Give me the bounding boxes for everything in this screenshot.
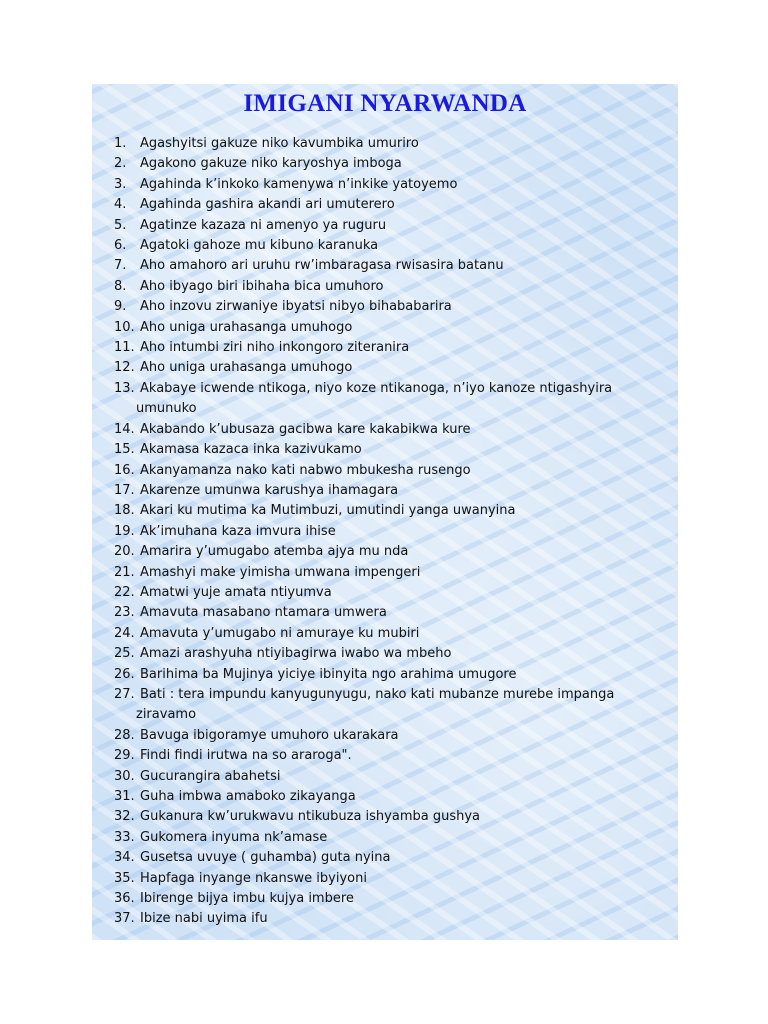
proverb-item <box>114 563 670 583</box>
proverb-text-continuation: umunuko <box>136 401 197 417</box>
proverb-text: Findi findi irutwa na so araroga". <box>140 748 352 764</box>
proverb-text: Ibize nabi uyima ifu <box>140 911 268 927</box>
proverb-number: 21. <box>114 564 135 580</box>
proverb-text: Bavuga ibigoramye umuhoro ukarakara <box>140 727 399 743</box>
proverb-item <box>114 685 670 726</box>
proverb-number: 3. <box>114 176 127 192</box>
proverb-number: 15. <box>114 442 135 458</box>
proverb-number: 7. <box>114 258 127 274</box>
proverb-text: Amazi arashyuha ntiyibagirwa iwabo wa mbeho <box>140 646 452 662</box>
proverb-item <box>114 379 670 420</box>
proverb-text: Agahinda k’inkoko kamenywa n’inkike yatoyemo <box>140 176 458 192</box>
proverb-text: Hapfaga inyange nkanswe ibyiyoni <box>140 870 367 886</box>
proverb-number: 10. <box>114 319 135 335</box>
proverb-text-wrap <box>140 848 670 868</box>
proverb-number: 20. <box>114 544 135 560</box>
proverb-text: Akamasa kazaca inka kazivukamo <box>140 442 362 458</box>
proverb-text: Ibirenge bijya imbu kujya imbere <box>140 891 354 907</box>
proverb-text: Ak’imuhana kaza imvura ihise <box>140 523 336 539</box>
proverb-item <box>114 848 670 868</box>
proverb-number: 19. <box>114 523 135 539</box>
proverb-text-wrap <box>140 318 670 338</box>
proverb-item <box>114 522 670 542</box>
proverb-number: 13. <box>114 380 135 396</box>
proverb-text-wrap <box>140 256 670 276</box>
proverb-text: Agashyitsi gakuze niko kavumbika umuriro <box>140 136 419 151</box>
proverb-text-wrap <box>140 889 670 909</box>
proverb-item <box>114 746 670 766</box>
proverb-item <box>114 358 670 378</box>
proverb-text: Akabaye icwende ntikoga, niyo koze ntikanoga, n’iyo kanoze ntigashyira <box>140 380 613 396</box>
proverb-text: Aho intumbi ziri niho inkongoro ziteranira <box>140 340 410 356</box>
proverb-item <box>114 175 670 195</box>
proverb-text: Amatwi yuje amata ntiyumva <box>140 584 332 600</box>
proverb-text: Guha imbwa amaboko zikayanga <box>140 789 356 804</box>
proverb-text: Agatoki gahoze mu kibuno karanuka <box>140 238 379 254</box>
proverb-item <box>114 624 670 644</box>
proverb-number: 6. <box>114 238 127 254</box>
proverb-item <box>114 767 670 787</box>
proverb-text: Gusetsa uvuye ( guhamba) guta nyina <box>140 850 391 866</box>
proverb-item <box>114 256 670 276</box>
proverb-item <box>114 481 670 501</box>
proverb-text: Aho ibyago biri ibihaha bica umuhoro <box>140 278 384 294</box>
proverb-number: 35. <box>114 870 135 886</box>
proverb-number: 32. <box>114 809 135 825</box>
proverb-text-wrap <box>140 787 670 807</box>
proverb-text-wrap <box>140 767 670 787</box>
proverb-item <box>114 644 670 664</box>
proverb-text-wrap <box>140 420 670 440</box>
proverb-text-wrap <box>140 726 670 746</box>
proverb-number: 26. <box>114 666 135 682</box>
proverb-text: Agahinda gashira akandi ari umuterero <box>140 197 395 213</box>
proverb-text-wrap <box>140 236 670 256</box>
proverb-item <box>114 603 670 623</box>
proverb-item <box>114 216 670 236</box>
proverb-item <box>114 338 670 358</box>
proverb-item <box>114 195 670 215</box>
proverb-text-wrap <box>140 603 670 623</box>
proverb-number: 24. <box>114 625 135 641</box>
proverb-text-wrap <box>140 583 670 603</box>
proverb-text-wrap <box>140 154 670 174</box>
proverb-item <box>114 665 670 685</box>
proverb-text: Amavuta masabano ntamara umwera <box>140 605 387 621</box>
proverb-number: 11. <box>114 340 135 356</box>
proverb-item <box>114 318 670 338</box>
proverb-text: Aho inzovu zirwaniye ibyatsi nibyo bihababarira <box>140 299 452 315</box>
proverb-number: 37. <box>114 911 135 927</box>
proverb-number: 33. <box>114 829 135 845</box>
proverb-text: Barihima ba Mujinya yiciye ibinyita ngo arahima umugore <box>140 666 517 682</box>
proverb-list <box>114 134 670 930</box>
proverb-text: Gukomera inyuma nk’amase <box>140 829 328 845</box>
proverb-text-wrap <box>140 522 670 542</box>
proverb-text: Aho uniga urahasanga umuhogo <box>140 360 353 376</box>
proverb-number: 27. <box>114 686 135 702</box>
proverb-text-wrap <box>140 542 670 562</box>
proverb-text-wrap <box>140 216 670 236</box>
proverb-item <box>114 461 670 481</box>
proverb-text-wrap <box>140 440 670 460</box>
proverb-number: 12. <box>114 360 135 376</box>
proverb-item <box>114 154 670 174</box>
proverb-text: Gucurangira abahetsi <box>140 768 281 784</box>
proverb-number: 36. <box>114 891 135 907</box>
proverb-item <box>114 134 670 154</box>
proverb-text-wrap <box>140 358 670 378</box>
proverb-number: 14. <box>114 421 135 437</box>
proverb-number: 18. <box>114 503 135 519</box>
proverb-item <box>114 420 670 440</box>
proverb-item <box>114 277 670 297</box>
page-title: IMIGANI NYARWANDA <box>243 90 527 117</box>
proverb-number: 1. <box>114 136 127 151</box>
proverb-text-wrap <box>140 563 670 583</box>
proverb-text: Agakono gakuze niko karyoshya imboga <box>140 156 402 172</box>
textured-panel <box>92 84 678 940</box>
proverb-number: 29. <box>114 748 135 764</box>
proverb-text-continuation: ziravamo <box>136 707 197 723</box>
proverb-number: 25. <box>114 646 135 662</box>
proverb-text: Aho amahoro ari uruhu rw’imbaragasa rwisasira batanu <box>140 258 504 274</box>
proverb-item <box>114 807 670 827</box>
proverb-text-wrap <box>140 624 670 644</box>
proverb-item <box>114 787 670 807</box>
proverb-text: Akarenze umunwa karushya ihamagara <box>140 482 399 498</box>
proverb-number: 17. <box>114 482 135 498</box>
proverb-text: Amavuta y’umugabo ni amuraye ku mubiri <box>140 625 420 641</box>
proverb-text-wrap <box>140 501 670 521</box>
proverb-item <box>114 869 670 889</box>
proverb-number: 8. <box>114 278 127 294</box>
proverb-item <box>114 889 670 909</box>
proverb-number: 4. <box>114 197 127 213</box>
proverb-text: Akabando k’ubusaza gacibwa kare kakabikwa kure <box>140 421 471 437</box>
proverb-text-wrap <box>140 746 670 766</box>
proverb-text: Akari ku mutima ka Mutimbuzi, umutindi yanga uwanyina <box>140 503 516 519</box>
proverb-text-wrap <box>140 665 670 685</box>
proverb-item <box>114 501 670 521</box>
proverb-number: 23. <box>114 605 135 621</box>
proverb-item <box>114 236 670 256</box>
proverb-item <box>114 583 670 603</box>
proverb-number: 34. <box>114 850 135 866</box>
proverb-item <box>114 440 670 460</box>
proverb-item <box>114 542 670 562</box>
proverb-text-wrap <box>140 297 670 317</box>
proverb-text: Akanyamanza nako kati nabwo mbukesha rusengo <box>140 462 471 478</box>
proverb-text-wrap <box>140 461 670 481</box>
proverb-text: Aho uniga urahasanga umuhogo <box>140 319 353 335</box>
proverb-text-wrap <box>140 481 670 501</box>
proverb-text-wrap <box>140 134 670 154</box>
proverb-text-wrap <box>140 195 670 215</box>
proverb-number: 30. <box>114 768 135 784</box>
proverb-text: Amashyi make yimisha umwana impengeri <box>140 564 421 580</box>
proverb-number: 16. <box>114 462 135 478</box>
proverb-item <box>114 909 670 929</box>
proverb-text: Gukanura kw’urukwavu ntikubuza ishyamba gushya <box>140 809 480 825</box>
proverb-text-wrap <box>140 644 670 664</box>
proverb-number: 28. <box>114 727 135 743</box>
proverb-number: 9. <box>114 299 127 315</box>
proverb-text: Amarira y’umugabo atemba ajya mu nda <box>140 544 409 560</box>
proverb-item <box>114 726 670 746</box>
proverb-number: 31. <box>114 789 135 804</box>
proverb-text: Agatinze kazaza ni amenyo ya ruguru <box>140 217 387 233</box>
proverb-number: 22. <box>114 584 135 600</box>
proverb-text-wrap <box>140 869 670 889</box>
proverb-text-wrap <box>136 685 670 726</box>
proverb-number: 2. <box>114 156 127 172</box>
proverb-text-wrap <box>140 338 670 358</box>
proverb-text-wrap <box>140 828 670 848</box>
proverb-text-wrap <box>140 175 670 195</box>
proverb-text: Bati : tera impundu kanyugunyugu, nako kati mubanze murebe impanga <box>140 686 615 702</box>
proverb-item <box>114 828 670 848</box>
proverb-text-wrap <box>140 277 670 297</box>
proverb-number: 5. <box>114 217 127 233</box>
proverb-text-wrap <box>140 909 670 929</box>
proverb-item <box>114 297 670 317</box>
proverb-text-wrap <box>140 807 670 827</box>
proverb-text-wrap <box>136 379 670 420</box>
